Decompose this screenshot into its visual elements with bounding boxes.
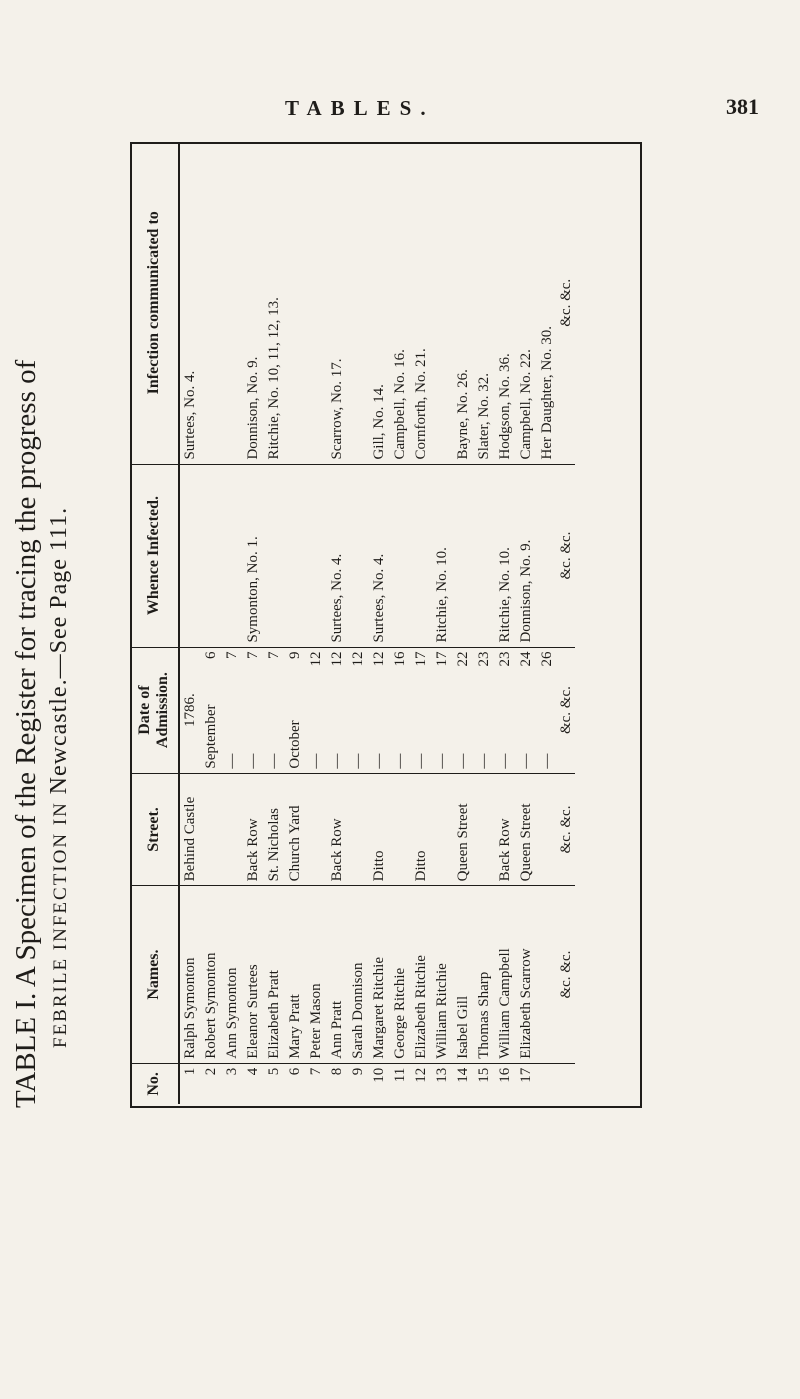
row-date <box>516 652 537 769</box>
infection-column <box>180 146 558 460</box>
row-whence <box>348 469 369 643</box>
row-infection: Ritchie, No. 10, 11, 12, 13. <box>266 297 282 460</box>
row-name: Margaret Ritchie <box>371 957 387 1059</box>
row-date <box>411 652 432 769</box>
row-infection <box>201 146 222 460</box>
row-month: — <box>455 753 471 769</box>
etc-infection: &c. &c. <box>558 278 574 327</box>
row-name: Elizabeth Scarrow <box>518 948 534 1059</box>
row-whence <box>411 469 432 643</box>
no-column <box>180 1068 537 1100</box>
row-infection: Campbell, No. 16. <box>392 349 408 460</box>
row-infection: Bayne, No. 26. <box>455 369 471 460</box>
row-month: — <box>350 753 366 769</box>
row-date <box>285 652 306 769</box>
row-number: 7 <box>308 1067 324 1076</box>
row-date <box>201 652 222 769</box>
row-whence <box>390 469 411 643</box>
table-subtitle <box>46 507 73 1048</box>
row-month: September <box>203 704 219 769</box>
row-street <box>222 778 243 882</box>
row-infection: Donnison, No. 9. <box>245 356 261 460</box>
row-day: 17 <box>413 651 429 667</box>
row-month: — <box>308 753 324 769</box>
row-day: 26 <box>539 651 555 667</box>
infection-extra: Her Daughter, No. 30. <box>539 326 555 460</box>
row-street <box>201 778 222 882</box>
row-day: 23 <box>476 651 492 667</box>
row-day: 22 <box>455 651 471 667</box>
subtitle-part-a: FEBRILE INFECTION IN <box>50 794 71 1048</box>
row-number: 11 <box>392 1067 408 1083</box>
header-names: Names. <box>130 886 179 1063</box>
row-street <box>432 778 453 882</box>
row-month: — <box>476 753 492 769</box>
etc-date: &c. &c. <box>558 686 574 735</box>
row-date <box>327 652 348 769</box>
row-month: — <box>434 753 450 769</box>
row-whence: Surtees, No. 4. <box>329 553 345 643</box>
row-infection: Cornforth, No. 21. <box>413 348 429 460</box>
row-number: 8 <box>329 1067 345 1076</box>
row-infection: Slater, No. 32. <box>476 373 492 460</box>
row-whence <box>264 469 285 643</box>
row-infection <box>306 146 327 460</box>
row-day: 12 <box>308 651 324 667</box>
row-date <box>453 652 474 769</box>
row-name: Sarah Donnison <box>350 962 366 1059</box>
header-whence: Whence Infected. <box>130 464 179 647</box>
row-date <box>369 652 390 769</box>
row-name: Mary Pratt <box>287 994 303 1059</box>
row-name: William Ritchie <box>434 963 450 1059</box>
row-name: Ann Symonton <box>224 967 240 1059</box>
row-date <box>390 652 411 769</box>
row-name: Isabel Gill <box>455 995 471 1059</box>
row-number: 4 <box>245 1067 261 1076</box>
row-street: Queen Street <box>455 803 471 882</box>
row-number: 17 <box>518 1067 534 1083</box>
row-number: 3 <box>224 1067 240 1076</box>
row-name: Elizabeth Ritchie <box>413 955 429 1059</box>
row-month: — <box>497 753 513 769</box>
names-column <box>180 890 537 1058</box>
row-month: October <box>287 720 303 769</box>
row-date <box>495 652 516 769</box>
row-street: Back Row <box>497 818 513 882</box>
row-date <box>264 652 285 769</box>
row-number: 5 <box>266 1067 282 1076</box>
row-month: — <box>329 753 345 769</box>
row-whence <box>285 469 306 643</box>
row-number: 13 <box>434 1067 450 1083</box>
row-day: 16 <box>392 651 408 667</box>
row-street: Ditto <box>371 850 387 882</box>
row-whence <box>306 469 327 643</box>
row-street <box>306 778 327 882</box>
row-infection <box>432 146 453 460</box>
row-name: Peter Mason <box>308 983 324 1059</box>
row-infection: Scarrow, No. 17. <box>329 358 345 460</box>
row-infection <box>348 146 369 460</box>
row-day: 6 <box>203 651 219 660</box>
row-day: 23 <box>497 651 513 667</box>
row-month: — <box>392 753 408 769</box>
row-date <box>243 652 264 769</box>
row-street <box>348 778 369 882</box>
row-infection <box>285 146 306 460</box>
row-number: 14 <box>455 1067 471 1083</box>
row-month: — <box>245 753 261 769</box>
table-title: TABLE I. A Specimen of the Register for tracing the progress of <box>10 359 42 1108</box>
page-header <box>0 92 800 132</box>
row-name: George Ritchie <box>392 967 408 1059</box>
year-label: 1786. <box>182 693 198 727</box>
row-street: Queen Street <box>518 803 534 882</box>
rotated-table-block <box>10 142 760 1108</box>
row-name: William Campbell <box>497 948 513 1059</box>
row-street <box>390 778 411 882</box>
row-number: 15 <box>476 1067 492 1083</box>
row-name: Thomas Sharp <box>476 971 492 1059</box>
row-day: 12 <box>371 651 387 667</box>
row-street: Ditto <box>413 850 429 882</box>
row-whence: Surtees, No. 4. <box>371 553 387 643</box>
row-day: 17 <box>434 651 450 667</box>
row-name: Ann Pratt <box>329 1000 345 1059</box>
row-month: — <box>539 753 555 769</box>
street-column <box>180 778 537 882</box>
row-street: Back Row <box>329 818 345 882</box>
etc-names: &c. &c. <box>558 950 574 999</box>
row-number: 10 <box>371 1067 387 1083</box>
row-infection: Hodgson, No. 36. <box>497 353 513 460</box>
row-whence <box>180 469 201 643</box>
row-date <box>348 652 369 769</box>
row-date <box>474 652 495 769</box>
row-whence: Ritchie, No. 10. <box>434 547 450 643</box>
date-column <box>180 652 558 769</box>
row-number: 6 <box>287 1067 303 1076</box>
row-whence: Ritchie, No. 10. <box>497 547 513 643</box>
header-no: No. <box>130 1063 179 1104</box>
row-day: 9 <box>287 651 303 660</box>
row-day: 7 <box>224 651 240 660</box>
row-whence: Symonton, No. 1. <box>245 536 261 643</box>
row-day: 7 <box>245 651 261 660</box>
row-whence <box>222 469 243 643</box>
row-date <box>222 652 243 769</box>
header-date: Date of Admission. <box>130 647 179 773</box>
subtitle-place: Newcastle. <box>46 678 72 795</box>
row-day: 24 <box>518 651 534 667</box>
row-month: — <box>413 753 429 769</box>
row-date <box>432 652 453 769</box>
page-number: 381 <box>726 94 759 119</box>
row-street: St. Nicholas <box>266 808 282 882</box>
row-number: 1 <box>182 1067 198 1076</box>
subtitle-page-ref: —See Page 111. <box>46 506 72 679</box>
row-number: 12 <box>413 1067 429 1083</box>
whence-column <box>180 469 537 643</box>
row-infection: Surtees, No. 4. <box>182 370 198 460</box>
row-street: Behind Castle <box>182 796 198 882</box>
row-street <box>474 778 495 882</box>
row-month: — <box>371 753 387 769</box>
row-infection: Campbell, No. 22. <box>518 349 534 460</box>
row-day: 7 <box>266 651 282 660</box>
row-name: Ralph Symonton <box>182 957 198 1059</box>
row-whence: Donnison, No. 9. <box>518 539 534 643</box>
row-month: — <box>518 753 534 769</box>
row-number: 16 <box>497 1067 513 1083</box>
row-date <box>537 652 558 769</box>
row-number: 9 <box>350 1067 366 1076</box>
row-name: Robert Symonton <box>203 952 219 1059</box>
row-day: 12 <box>350 651 366 667</box>
row-day: 12 <box>329 651 345 667</box>
row-infection: Gill, No. 14. <box>371 384 387 460</box>
row-street: Back Row <box>245 818 261 882</box>
row-whence <box>474 469 495 643</box>
row-name: Eleanor Surtees <box>245 964 261 1059</box>
row-whence <box>453 469 474 643</box>
header-infection: Infection communicated to <box>130 142 179 464</box>
row-infection <box>222 146 243 460</box>
row-street: Church Yard <box>287 805 303 882</box>
etc-whence: &c. &c. <box>558 531 574 580</box>
register-table <box>130 142 575 1104</box>
etc-street: &c. &c. <box>558 805 574 854</box>
row-whence <box>201 469 222 643</box>
row-month: — <box>224 753 240 769</box>
row-date <box>306 652 327 769</box>
running-head: TABLES. <box>285 96 435 120</box>
header-street: Street. <box>130 773 179 886</box>
row-name: Elizabeth Pratt <box>266 970 282 1059</box>
row-number: 2 <box>203 1067 219 1076</box>
row-month: — <box>266 753 282 769</box>
